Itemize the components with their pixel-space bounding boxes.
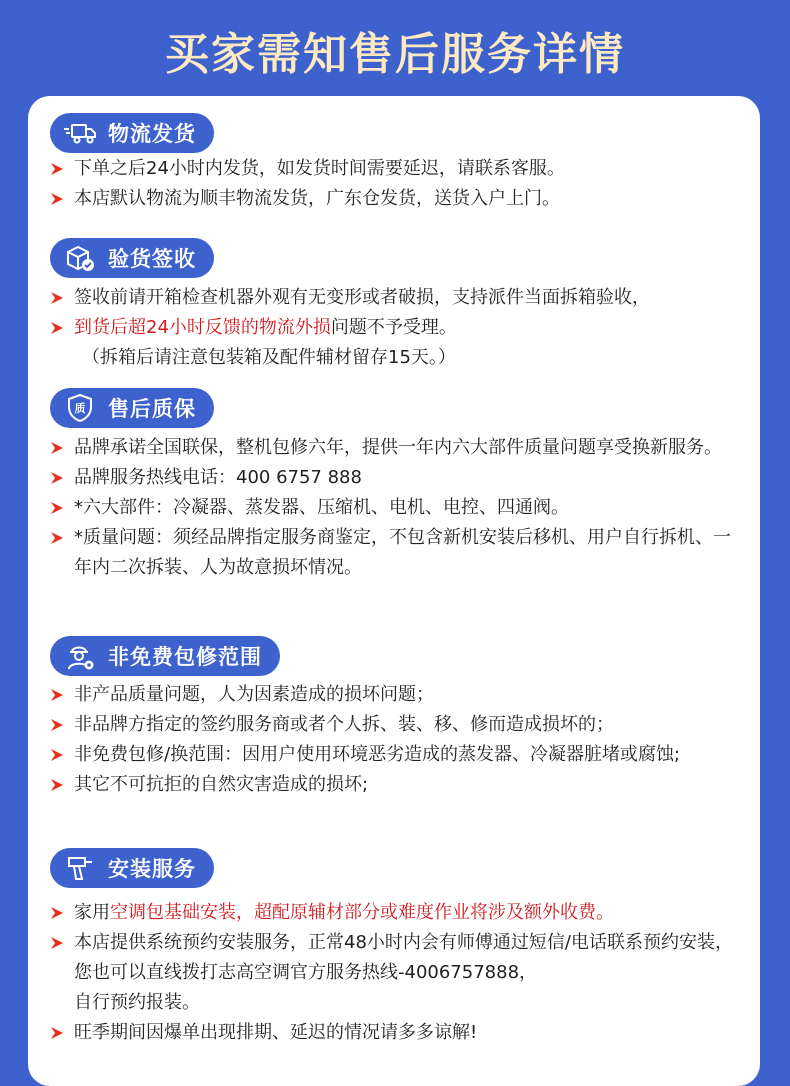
section-title: 非免费包修范围 (108, 645, 262, 669)
list-item: 非免费包修/换范围：因用户使用环境恶劣造成的蒸发器、冷凝器脏堵或腐蚀; (48, 740, 748, 770)
list-item: 其它不可抗拒的自然灾害造成的损坏; (48, 770, 748, 800)
arrow-icon (50, 162, 64, 176)
section-title: 验货签收 (108, 247, 196, 271)
section-badge (50, 848, 214, 888)
section-title: 安装服务 (108, 857, 196, 881)
arrow-icon (50, 906, 64, 920)
page-title: 买家需知售后服务详情 (165, 29, 625, 80)
highlight-text: 到货后超24小时反馈的物流外损 (74, 317, 331, 338)
list-item: 非品牌方指定的签约服务商或者个人拆、装、移、修而造成损坏的； (48, 710, 748, 740)
list-item: 品牌服务热线电话：400 6757 888 (48, 463, 748, 493)
list-item: 品牌承诺全国联保，整机包修六年，提供一年内六大部件质量问题享受换新服务。 (48, 433, 748, 463)
list-item: *质量问题：须经品牌指定服务商鉴定，不包含新机安装后移机、用户自行拆机、一年内二次拆装、人为故意损坏情况。 (48, 523, 748, 583)
highlight-text: 空调包基础安装，超配原辅材部分或难度作业将涉及额外收费。 (110, 902, 614, 923)
list-item: *六大部件：冷凝器、蒸发器、压缩机、电机、电控、四通阀。 (48, 493, 748, 523)
drill-tool-icon (62, 853, 98, 883)
section-title: 售后质保 (108, 397, 196, 421)
list-item: 到货后超24小时反馈的物流外损问题不予受理。 (48, 313, 748, 343)
list-item: 签收前请开箱检查机器外观有无变形或者破损，支持派件当面拆箱验收， (48, 283, 748, 313)
arrow-icon (50, 501, 64, 515)
item-list (48, 898, 748, 1048)
item-list (48, 433, 748, 583)
list-item: 家用空调包基础安装，超配原辅材部分或难度作业将涉及额外收费。 (48, 898, 748, 928)
svg-text:质: 质 (74, 402, 86, 415)
arrow-icon (50, 291, 64, 305)
arrow-icon (50, 778, 64, 792)
list-item: 本店默认物流为顺丰物流发货，广东仓发货，送货入户上门。 (48, 184, 748, 214)
item-list (48, 680, 748, 800)
list-item: 下单之后24小时内发货，如发货时间需要延迟，请联系客服。 (48, 154, 748, 184)
arrow-icon (50, 936, 64, 950)
delivery-truck-icon (62, 118, 98, 148)
arrow-icon (50, 748, 64, 762)
arrow-icon (50, 192, 64, 206)
section-title: 物流发货 (108, 122, 196, 146)
arrow-icon (50, 1026, 64, 1040)
item-list (48, 154, 748, 214)
section-badge (50, 113, 214, 153)
quality-shield-icon (62, 393, 98, 423)
arrow-icon (50, 688, 64, 702)
item-list (48, 283, 748, 373)
arrow-icon (50, 471, 64, 485)
info-card (28, 96, 760, 1086)
section-badge (50, 238, 214, 278)
list-item: 本店提供系统预约安装服务，正常48小时内会有师傅通过短信/电话联系预约安装，您也可以直线拨打志高空调官方服务热线-4006757888， 自行预约报装。 (48, 928, 748, 1018)
arrow-icon (50, 441, 64, 455)
list-item: 非产品质量问题，人为因素造成的损坏问题； (48, 680, 748, 710)
arrow-icon (50, 531, 64, 545)
repair-worker-icon (62, 641, 98, 671)
section-badge (50, 388, 214, 428)
arrow-icon (50, 718, 64, 732)
section-badge (50, 636, 280, 676)
note-text: （拆箱后请注意包装箱及配件辅材留存15天。） (82, 347, 456, 368)
list-item: 旺季期间因爆单出现排期、延迟的情况请多多谅解! (48, 1018, 748, 1048)
arrow-icon (50, 321, 64, 335)
package-check-icon (62, 243, 98, 273)
